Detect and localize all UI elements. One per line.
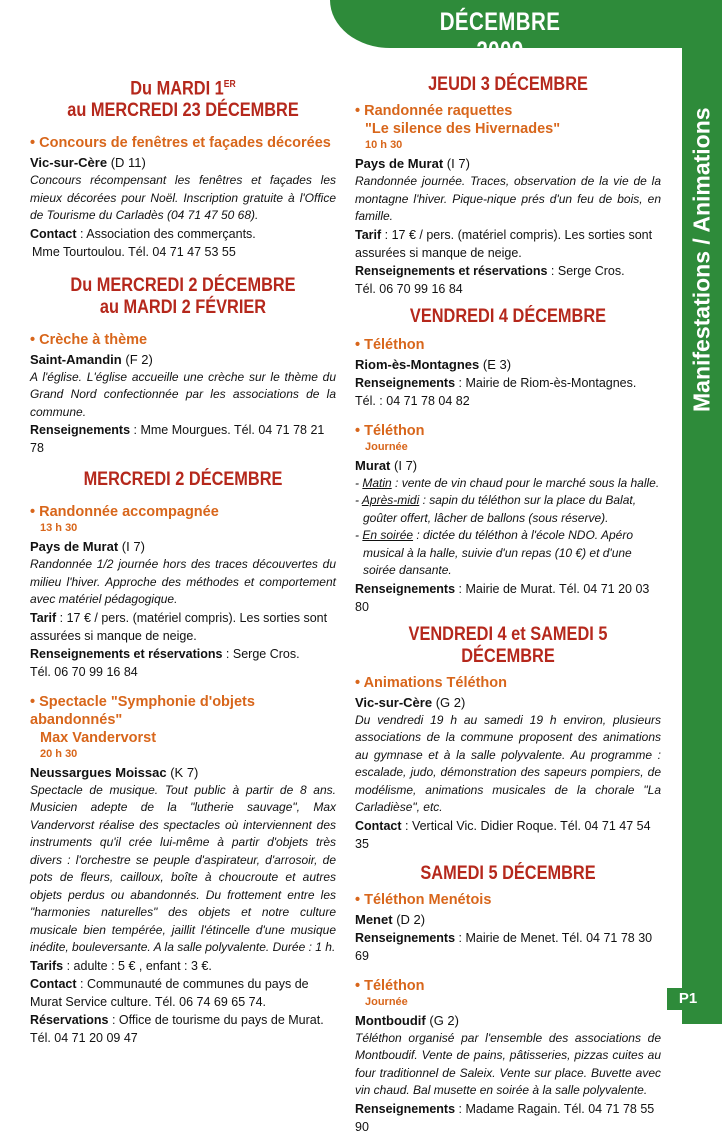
event-title: • Téléthon [355,336,425,353]
event-title: • Téléthon [355,977,425,994]
event-info: Renseignements et réservations : Serge Cros. [30,646,300,661]
event-title: • Randonnée raquettes [355,103,513,119]
event-phone: Tél. 06 70 99 16 84 [30,664,138,679]
event-tarif: Tarif : 17 € / pers. (matériel compris). Les sorties sont assurées si manque de neige. [355,227,653,260]
schedule-item: - Matin : vente de vin chaud pour le marché sous la halle. [355,475,660,490]
event-subtitle: "Le silence des Hivernades" [365,121,561,137]
event-title: • Animations Téléthon [355,674,507,691]
page-number: P1 [667,988,709,1010]
date-heading: VENDREDI 4 DÉCEMBRE [409,305,607,327]
event-phone: Tél. 06 70 99 16 84 [355,281,463,296]
left-column [30,66,336,1047]
event-info: Renseignements : Madame Ragain. Tél. 04 71 78 55 90 [355,1101,655,1134]
event-phone: Tél. : 04 71 78 04 82 [355,393,470,408]
event-time: Journée [365,995,408,1008]
event-description: A l'église. L'église accueille une crèche sur le thème du Grand Nord confectionnée par les associations de la commune. [30,369,336,419]
event-location: Montboudif (G 2) [355,1012,459,1028]
event-title: • Randonnée accompagnée [30,504,219,521]
event-time: Journée [365,440,408,453]
event-time: 20 h 30 [40,747,78,760]
event-contact: Contact : Communauté de communes du pays de Murat Service culture. Tél. 06 74 69 65 74. [30,976,309,1009]
month-title: DÉCEMBRE 2009 [439,8,561,65]
event-location: Riom-ès-Montagnes (E 3) [355,356,512,372]
date-heading: Du MARDI 1ER au MERCREDI 23 DÉCEMBRE [67,78,299,122]
event-title: • Crèche à thème [30,331,148,348]
event-location: Murat (I 7) [355,457,418,473]
event-info: Renseignements : Mme Mourgues. Tél. 04 71 78 21 78 [30,423,325,456]
event-location: Saint-Amandin (F 2) [30,351,153,367]
date-heading: JEUDI 3 DÉCEMBRE [428,74,588,95]
right-column [355,66,661,1136]
event-reservation: Réservations : Office de tourisme du pays de Murat. Tél. 04 71 20 09 47 [30,1012,324,1045]
event-title: • Concours de fenêtres et façades décorées [30,135,331,152]
event-time: 13 h 30 [40,522,78,535]
schedule-item: - Après-midi : sapin du téléthon sur la place du Balat, goûter offert, lâcher de ballons (sous réserve). [355,493,637,525]
event-location: Neussargues Moissac (K 7) [30,764,199,780]
side-section-label: Manifestations / Animations [688,107,715,413]
event-contact: Contact : Vertical Vic. Didier Roque. Tél. 04 71 47 54 35 [355,818,651,851]
event-tarif: Tarif : 17 € / pers. (matériel compris). Les sorties sont assurées si manque de neige. [30,610,328,643]
event-time: 10 h 30 [365,139,403,151]
event-location: Pays de Murat (I 7) [30,539,145,555]
event-info: Renseignements et réservations : Serge Cros. [355,263,625,278]
event-title: • Téléthon Menétois [355,891,492,908]
event-description: Spectacle de musique. Tout public à partir de 8 ans. Musicien adepte de la "lutherie sauvage", Max Vandervorst réalise des spectacles où interviennent des instruments qu'il crée lui-même à partir d'objets très divers : l'orchestre se peuple d'aspirateur, d'arrosoir, de pots de fleurs, cailloux, boîte à choucroute et autres objets perdus ou abandonnés. Du frottement entre les "harmonies naturelles" des objets et notre culture musicale bien tempérée, jaillit l'étincelle d'une musique inédite, bouleversante. A la salle polyvalente. Durée : 1 h. [30,782,336,955]
date-heading: VENDREDI 4 et SAMEDI 5 DÉCEMBRE [408,623,608,667]
event-location: Menet (D 2) [355,911,426,927]
event-contact-detail: Mme Tourtoulou. Tél. 04 71 47 53 55 [32,244,236,259]
event-subtitle: Max Vandervorst [40,729,157,746]
event-description: Concours récompensant les fenêtres et façades les mieux décorées pour Noël. Inscription gratuite à l'Office de Tourisme du Carladès (04 71 47 50 68). [30,173,336,223]
event-title: • Spectacle "Symphonie d'objets abandonnés" [30,693,255,728]
event-info: Renseignements : Mairie de Riom-ès-Montagnes. [355,375,637,390]
event-description: Du vendredi 19 h au samedi 19 h environ, plusieurs associations de la commune proposent des animations au gymnase et à la salle polyvalente. Au programme : escalade, judo, démonstration des sapeurs pompiers, de modélisme, animations musicales de la chorale "La Carladièse", etc. [355,712,661,814]
event-location: Pays de Murat (I 7) [355,156,470,171]
event-info: Renseignements : Mairie de Murat. Tél. 04 71 20 03 80 [355,581,650,614]
schedule-item: - En soirée : dictée du téléthon à l'école NDO. Apéro musical à la halle, suivie d'un repas (10 €) et d'une soirée dansante. [355,528,634,577]
event-description: Randonnée journée. Traces, observation de la vie de la montagne l'hiver. Pique-nique prés d'un feu de bois, en famille. [355,174,661,223]
date-heading: SAMEDI 5 DÉCEMBRE [420,862,596,884]
event-info: Renseignements : Mairie de Menet. Tél. 04 71 78 30 69 [355,930,653,963]
event-description: Randonnée 1/2 journée hors des traces découvertes du milieu l'hiver. Approche des méthodes et comportement avec matériel pédagogique. [30,557,336,607]
event-description: Téléthon organisé par l'ensemble des associations de Montboudif. Vente de pains, pâtisseries, pizzas cuites au four traditionnel de Saleix. Vente sur place. Buvette avec vin chaud. Bal musette en soirée à la salle polyvalente. [355,1030,661,1097]
event-location: Vic-sur-Cère (D 11) [30,155,146,171]
event-contact: Contact : Association des commerçants. [30,226,256,241]
date-heading: MERCREDI 2 DÉCEMBRE [83,469,283,491]
event-tarif: Tarifs : adulte : 5 € , enfant : 3 €. [30,958,212,973]
date-heading: Du MERCREDI 2 DÉCEMBRE au MARDI 2 FÉVRIER [70,274,296,318]
event-title: • Téléthon [355,422,425,439]
event-location: Vic-sur-Cère (G 2) [355,694,466,710]
